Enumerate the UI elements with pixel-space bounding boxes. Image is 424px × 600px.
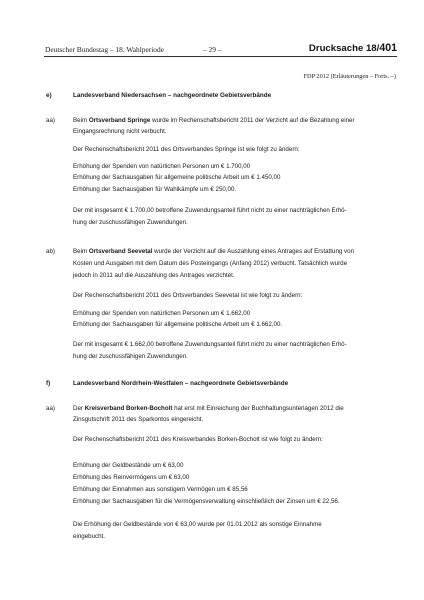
item-aa1-change-3: Erhöhung der Sachausgaben für Wahlkämpfe um € 250,00. — [73, 186, 237, 193]
item-ab-change-1: Erhöhung der Spenden von natürlichen Personen um € 1.662,00 — [73, 310, 251, 317]
item-aa1-note-line2: hung der zuschussfähigen Zuwendungen. — [73, 219, 188, 226]
item-ab-marker: ab) — [46, 248, 55, 255]
item-aa1-change-1: Erhöhung der Spenden von natürlichen Personen um € 1.700,00 — [73, 163, 251, 170]
item-aa1-note-line1: Der mit insgesamt € 1.700,00 betroffene Zuwendungsanteil führt nicht zu einer nachträglichen Erhö- — [73, 207, 347, 214]
item-aa2-note-line1: Die Erhöhung der Geldbestände von € 63,00 wurde per 01.01.2012 als sonstige Einnahme — [73, 521, 322, 528]
item-ab-note-line2: hung der zuschussfähigen Zuwendungen. — [73, 353, 188, 360]
item-aa1-line2: Eingangsrechnung nicht verbucht. — [73, 128, 167, 135]
item-ab-change-2: Erhöhung der Sachausgaben für allgemeine politische Arbeit um € 1.662,00. — [73, 321, 283, 328]
item-aa2-change-3: Erhöhung der Einnahmen aus sonstigem Vermögen um € 85,56 — [73, 486, 248, 493]
item-aa2-marker: aa) — [46, 405, 55, 412]
document-number-prefix: Drucksache 18/ — [308, 43, 380, 54]
item-aa1-change-intro: Der Rechenschaftsbericht 2011 des Ortsverbandes Springe ist wie folgt zu ändern: — [73, 146, 300, 153]
item-aa2-line1-post: hat erst mit Einreichung der Buchhaltungsunterlagen 2012 die — [172, 405, 344, 412]
item-aa1-line1 — [73, 117, 355, 125]
item-ab-line1-post: wurde der Verzicht auf die Auszahlung eines Antrages auf Erstattung von — [152, 248, 355, 255]
section-e-title: Landesverband Niedersachsen – nachgeordnete Gebietsverbände — [73, 92, 272, 99]
item-aa2-change-2: Erhöhung des Reinvermögens um € 63,00 — [73, 474, 190, 481]
item-ab-change-intro: Der Rechenschaftsbericht 2011 des Ortsverbandes Seevetal ist wie folgt zu ändern: — [73, 292, 303, 299]
item-aa1-line1-post: wurde im Rechenschaftsbericht 2011 der Verzicht auf die Bezahlung einer — [150, 117, 355, 124]
section-f-title: Landesverband Nordrhein-Westfalen – nachgeordnete Gebietsverbände — [73, 380, 289, 387]
section-e-marker: e) — [46, 92, 52, 99]
item-aa2-change-intro: Der Rechenschaftsbericht 2011 des Kreisverbandes Borken-Bocholt ist wie folgt zu ändern: — [73, 436, 323, 443]
item-ab-line2: Kosten und Ausgaben mit dem Datum des Posteingangs (Anfang 2012) verbucht. Tatsächlich wurde — [73, 260, 348, 267]
item-ab-line1-pre: Beim — [73, 248, 89, 255]
header-rule — [44, 56, 397, 57]
item-aa2-line2: Zinsgutschrift 2011 des Sparkontos eingereicht. — [73, 416, 204, 423]
document-number — [309, 42, 397, 54]
item-ab-line3: jedoch in 2011 auf die Auszahlung des Antrages verzichtet. — [73, 272, 235, 279]
item-aa2-note-line2: eingebucht. — [73, 533, 105, 540]
item-ab-entity: Ortsverband Seevetal — [88, 248, 153, 255]
item-aa2-line1 — [73, 405, 344, 413]
page-number: – 29 – — [203, 45, 222, 54]
document-number-value: 401 — [379, 42, 397, 54]
section-f-marker: f) — [46, 380, 51, 387]
item-ab-line1 — [73, 248, 354, 256]
header-left: Deutscher Bundestag – 18. Wahlperiode — [45, 45, 164, 54]
item-aa2-entity: Kreisverband Borken-Bocholt — [84, 405, 173, 412]
item-aa2-change-4: Erhöhung der Sachausgaben für die Vermögensverwaltung einschließlich der Zinsen um € 22,56. — [73, 498, 340, 505]
item-ab-note-line1: Der mit insgesamt € 1.662,00 betroffene Zuwendungsanteil führt nicht zu einer nachträglichen Erhö- — [73, 341, 347, 348]
item-aa1-entity: Ortsverband Springe — [88, 117, 151, 124]
item-aa2-change-1: Erhöhung der Geldbestände um € 63,00 — [73, 462, 184, 469]
item-aa1-change-2: Erhöhung der Sachausgaben für allgemeine politische Arbeit um € 1.450,00 — [73, 174, 281, 181]
item-aa1-line1-pre: Beim — [73, 117, 89, 124]
item-aa2-line1-pre: Der — [73, 405, 85, 412]
item-aa1-marker: aa) — [46, 117, 55, 124]
subheader: FDP 2012 (Erläuterungen – Forts. –) — [303, 73, 396, 80]
